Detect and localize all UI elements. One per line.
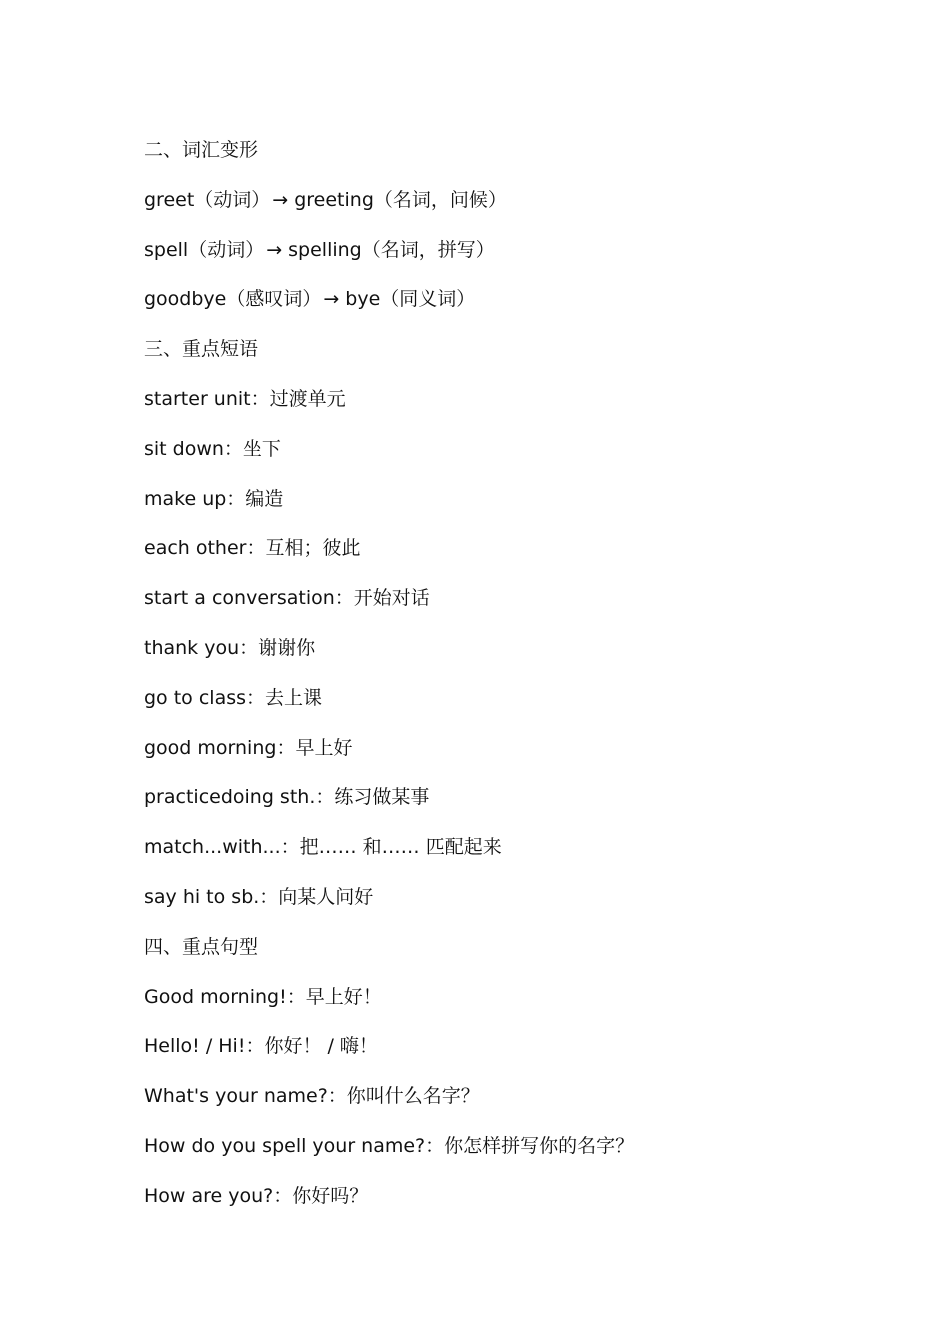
- sentence-item: Hello! / Hi!：你好！ / 嗨！: [144, 1035, 378, 1058]
- sentence-item: Good morning!：早上好！: [144, 985, 382, 1008]
- phrase-item: make up：编造: [144, 487, 284, 510]
- vocab-left: goodbye（感叹词）: [144, 288, 322, 311]
- phrase-item: good morning：早上好: [144, 736, 353, 759]
- vocab-right: bye（同义词）: [345, 288, 476, 311]
- arrow-icon: →: [323, 288, 340, 311]
- phrase-item: go to class：去上课: [144, 686, 323, 709]
- phrase-item: match...with...：把…… 和…… 匹配起来: [144, 836, 502, 859]
- phrase-item: each other：互相；彼此: [144, 537, 361, 560]
- document-content: [144, 130, 844, 1226]
- section-heading-phrases: 三、重点短语: [144, 338, 259, 361]
- vocab-item: [144, 279, 844, 329]
- phrase-item: practicedoing sth.：练习做某事: [144, 786, 430, 809]
- sentence-item: How are you?：你好吗？: [144, 1184, 369, 1207]
- vocab-item: [144, 180, 844, 230]
- sentence-item: How do you spell your name?：你怎样拼写你的名字？: [144, 1134, 635, 1157]
- phrase-item: start a conversation：开始对话: [144, 587, 430, 610]
- vocab-right: greeting（名词，问候）: [294, 188, 507, 211]
- vocab-item: [144, 230, 844, 280]
- vocab-right: spelling（名词，拼写）: [288, 238, 495, 261]
- phrase-item: sit down：坐下: [144, 437, 281, 460]
- phrase-item: say hi to sb.：向某人问好: [144, 885, 374, 908]
- arrow-icon: →: [272, 188, 289, 211]
- sentence-item: What's your name?：你叫什么名字？: [144, 1085, 480, 1108]
- phrase-item: thank you：谢谢你: [144, 636, 316, 659]
- section-heading-vocab: 二、词汇变形: [144, 139, 259, 161]
- vocab-left: greet（动词）: [144, 188, 271, 211]
- arrow-icon: →: [266, 238, 283, 261]
- section-heading-sentences: 四、重点句型: [144, 935, 259, 958]
- vocab-left: spell（动词）: [144, 238, 265, 261]
- phrase-item: starter unit：过渡单元: [144, 387, 346, 410]
